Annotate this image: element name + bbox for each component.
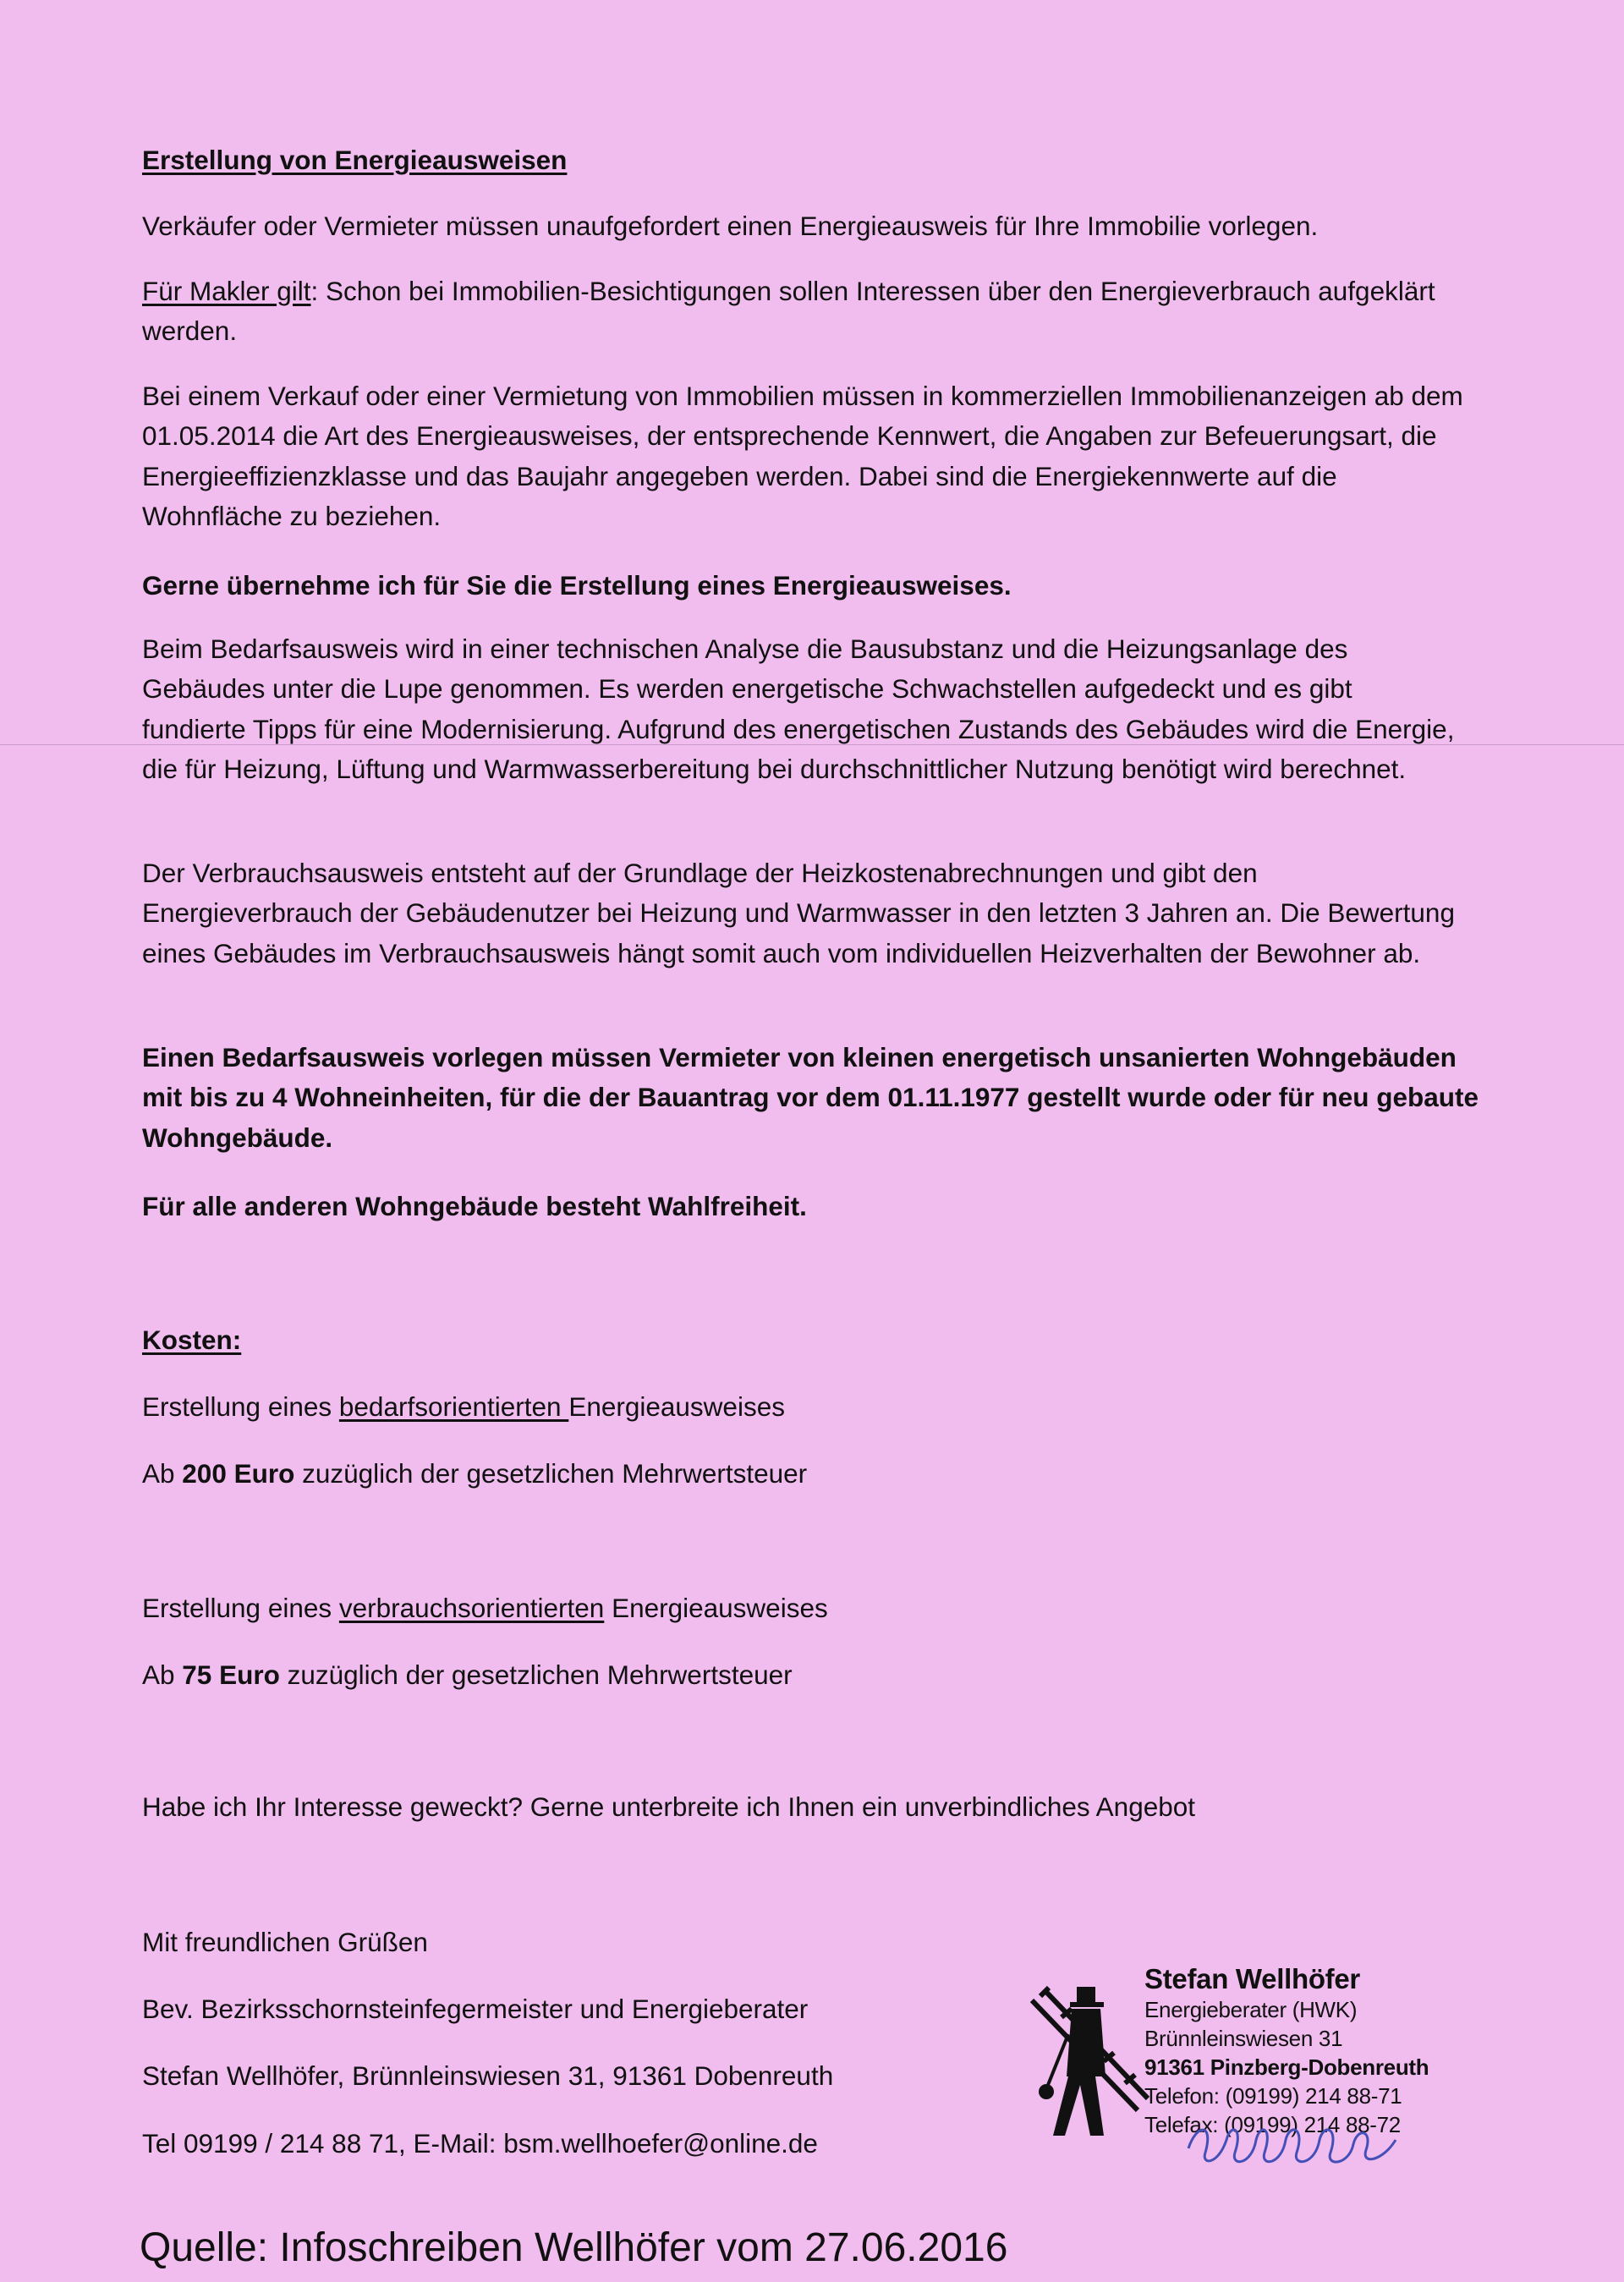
- stamp-fax: Telefax: (09199) 214 88-72: [1144, 2112, 1401, 2137]
- paragraph-offer: Gerne übernehme ich für Sie die Erstellung eines Energieausweises.: [142, 570, 1012, 601]
- signer-address: Stefan Wellhöfer, Brünnleinswiesen 31, 91361 Dobenreuth: [142, 2060, 834, 2091]
- closing-text: Habe ich Ihr Interesse geweckt? Gerne unterbreite ich Ihnen ein unverbindliches Angebot: [142, 1791, 1196, 1822]
- cost-prefix: Erstellung eines: [142, 1391, 339, 1422]
- cost-suffix: Energieausweises: [568, 1391, 785, 1422]
- price-prefix: Ab: [142, 1458, 183, 1489]
- document-title: Erstellung von Energieausweisen: [142, 145, 568, 175]
- paragraph-intro: Verkäufer oder Vermieter müssen unaufgefordert einen Energieausweis für Ihre Immobilie vorlegen.: [142, 211, 1319, 241]
- chimney-sweep-icon: [1028, 1983, 1155, 2153]
- cost-suffix: Energieausweises: [604, 1593, 828, 1623]
- cost-prefix: Erstellung eines: [142, 1593, 339, 1623]
- stamp-name: Stefan Wellhöfer: [1144, 1963, 1360, 1994]
- signer-contact: Tel 09199 / 214 88 71, E-Mail: bsm.wellhoefer@online.de: [142, 2128, 818, 2159]
- makler-text: : Schon bei Immobilien-Besichtigungen sollen Interessen über den Energieverbrauch aufgeklärt werden.: [142, 276, 1435, 347]
- stamp-city: 91361 Pinzberg-Dobenreuth: [1144, 2054, 1429, 2080]
- company-stamp: [1019, 1958, 1493, 2161]
- price-suffix: zuzüglich der gesetzlichen Mehrwertsteuer: [294, 1458, 808, 1489]
- paragraph-bedarfsausweis: Beim Bedarfsausweis wird in einer technischen Analyse die Bausubstanz und die Heizungsanlage des Gebäudes unter die Lupe genommen. Es werden energetische Schwachstellen aufgedeckt und es gibt fundierte Tipps für eine Modernisierung. Aufgrund des energetischen Zustands des Gebäudes wird die Energie, die für Heizung, Lüftung und Warmwasserbereitung bei durchschnittlicher Nutzung benötigt wird berechnet.: [142, 634, 1455, 784]
- source-caption: Quelle: Infoschreiben Wellhöfer vom 27.06.2016: [140, 2225, 1008, 2270]
- greeting: Mit freundlichen Grüßen: [142, 1927, 428, 1957]
- cost-type: bedarfsorientierten: [338, 1391, 569, 1422]
- cost-item-bedarf: [142, 1387, 1495, 1427]
- cost-item-verbrauch: [142, 1588, 1495, 1628]
- paragraph-makler: [142, 272, 1470, 352]
- cost-type: verbrauchsorientierten: [338, 1593, 605, 1623]
- cost-price-verbrauch: [142, 1655, 1495, 1695]
- stamp-text: [1144, 1963, 1429, 2139]
- costs-heading: Kosten:: [142, 1325, 242, 1355]
- price-value: 200 Euro: [182, 1458, 295, 1489]
- handwritten-signature: [1180, 2115, 1400, 2174]
- stamp-street: Brünnleinswiesen 31: [1144, 2026, 1343, 2051]
- paragraph-verbrauchsausweis: Der Verbrauchsausweis entsteht auf der Grundlage der Heizkostenabrechnungen und gibt den Energieverbrauch der Gebäudenutzer bei Heizung und Warmwasser in den letzten 3 Jahren an. Die Bewertung eines Gebäudes im Verbrauchsausweis hängt somit auch vom individuellen Heizverhalten der Bewohner ab.: [142, 858, 1455, 968]
- stamp-title: Energieberater (HWK): [1144, 1997, 1358, 2022]
- stamp-phone: Telefon: (09199) 214 88-71: [1144, 2083, 1402, 2109]
- paragraph-advertising: Bei einem Verkauf oder einer Vermietung von Immobilien müssen in kommerziellen Immobilienanzeigen ab dem 01.05.2014 die Art des Energieausweises, der entsprechende Kennwert, die Angaben zur Befeuerungsart, die Energieeffizienzklasse und das Baujahr angegeben werden. Dabei sind die Energiekennwerte auf die Wohnfläche zu beziehen.: [142, 381, 1463, 531]
- makler-label: Für Makler gilt: [142, 276, 311, 306]
- price-prefix: Ab: [142, 1659, 183, 1690]
- cost-price-bedarf: [142, 1454, 1495, 1494]
- paragraph-choice: Für alle anderen Wohngebäude besteht Wahlfreiheit.: [142, 1191, 807, 1221]
- signer-role: Bev. Bezirksschornsteinfegermeister und Energieberater: [142, 1994, 809, 2024]
- price-suffix: zuzüglich der gesetzlichen Mehrwertsteuer: [279, 1659, 793, 1690]
- paragraph-requirement: Einen Bedarfsausweis vorlegen müssen Vermieter von kleinen energetisch unsanierten Wohngebäuden mit bis zu 4 Wohneinheiten, für die der Bauantrag vor dem 01.11.1977 gestellt wurde oder für neu gebaute Wohngebäude.: [142, 1042, 1479, 1153]
- price-value: 75 Euro: [182, 1659, 280, 1690]
